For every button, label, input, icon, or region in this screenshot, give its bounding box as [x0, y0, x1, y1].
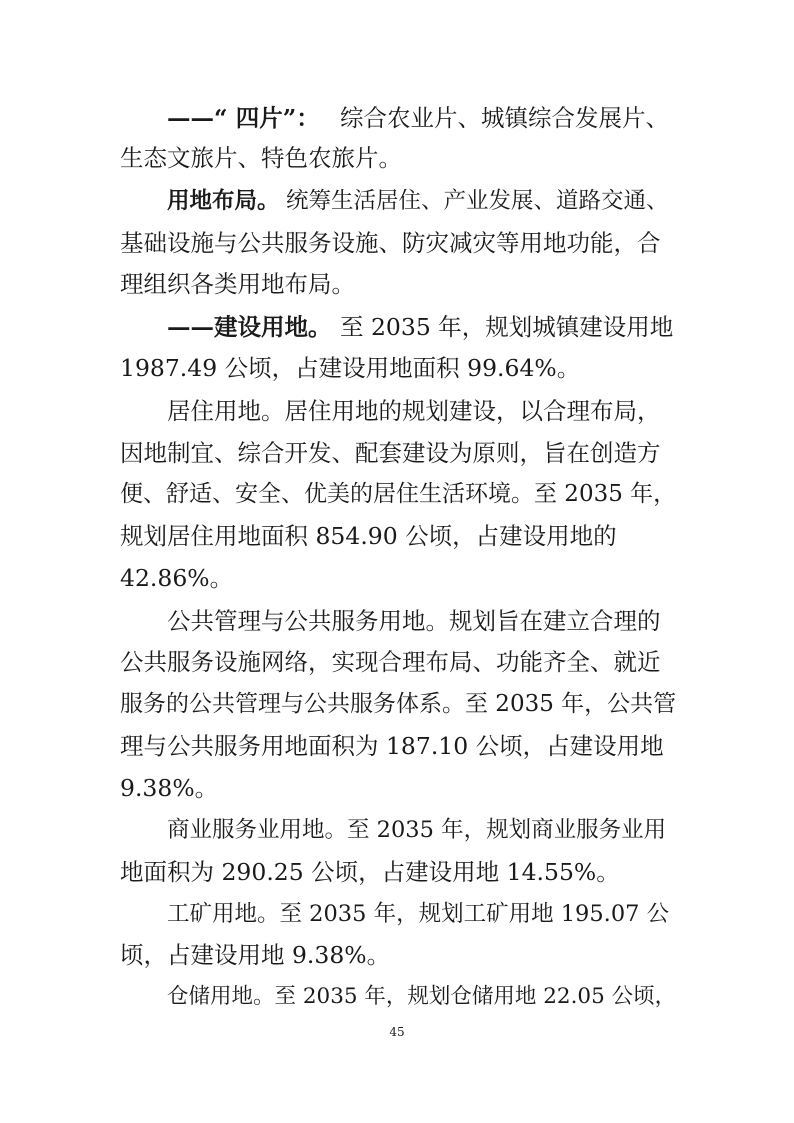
text-line — [0, 937, 794, 973]
paragraph-text: 公共管理与公共服务用地。规划旨在建立合理的 — [167, 607, 661, 635]
text-line — [0, 728, 794, 764]
text-line — [0, 266, 794, 302]
text-line — [0, 812, 794, 848]
text-line — [0, 603, 794, 639]
text-line — [0, 476, 794, 512]
paragraph-text: 生态文旅片、特色农旅片。 — [120, 144, 402, 172]
text-line — [0, 350, 794, 386]
text-line — [0, 979, 794, 1015]
paragraph-text: 42.86%。 — [120, 564, 234, 592]
paragraph-text: 商业服务业用地。至 2035 年，规划商业服务业用 — [167, 817, 667, 843]
text-line — [0, 770, 794, 806]
paragraph-text: 便、舒适、安全、优美的居住生活环境。至 2035 年， — [120, 481, 677, 507]
paragraph-text: 服务的公共管理与公共服务体系。至 2035 年，公共管 — [120, 691, 677, 717]
paragraph-text: 综合农业片、城镇综合发展片、 — [340, 104, 669, 132]
subsection-heading: ——“ 四片”： — [167, 104, 320, 132]
paragraph-text: 顷，占建设用地 9.38%。 — [120, 941, 391, 969]
text-line — [0, 183, 794, 219]
paragraph-text: 工矿用地。至 2035 年，规划工矿用地 195.07 公 — [167, 901, 670, 927]
paragraph-text: 基础设施与公共服务设施、防灾减灾等用地功能，合 — [120, 229, 661, 257]
paragraph-text: 地面积为 290.25 公顷，占建设用地 14.55%。 — [120, 858, 620, 886]
page-number: 45 — [389, 1025, 405, 1039]
text-line — [0, 686, 794, 722]
paragraph-text: 理组织各类用地布局。 — [120, 270, 355, 298]
paragraph-text: 统筹生活居住、产业发展、道路交通、 — [286, 188, 669, 214]
text-line — [0, 225, 794, 261]
text-line — [0, 896, 794, 932]
text-line — [0, 100, 794, 136]
subsection-heading: ——建设用地。 — [167, 313, 332, 341]
text-line — [0, 560, 794, 596]
paragraph-text: 公共服务设施网络，实现合理布局、功能齐全、就近 — [120, 648, 661, 676]
paragraph-text: 规划居住用地面积 854.90 公顷，占建设用地的 — [120, 522, 617, 550]
paragraph-text: 1987.49 公顷，占建设用地面积 99.64%。 — [120, 354, 581, 382]
paragraph-text: 9.38%。 — [120, 774, 219, 802]
text-line — [0, 644, 794, 680]
paragraph-text: 仓储用地。至 2035 年，规划仓储用地 22.05 公顷， — [167, 984, 677, 1009]
section-heading: 用地布局。 — [167, 188, 280, 214]
paragraph-text: 至 2035 年，规划城镇建设用地 — [340, 313, 674, 341]
text-line — [0, 393, 794, 429]
text-line — [0, 309, 794, 345]
text-line — [0, 854, 794, 890]
paragraph-text: 因地制宜、综合开发、配套建设为原则，旨在创造方 — [120, 439, 661, 467]
paragraph-text: 理与公共服务用地面积为 187.10 公顷，占建设用地 — [120, 732, 664, 760]
paragraph-text: 居住用地。居住用地的规划建设，以合理布局， — [167, 397, 661, 425]
text-line — [0, 518, 794, 554]
text-line — [0, 140, 794, 176]
text-line — [0, 435, 794, 471]
